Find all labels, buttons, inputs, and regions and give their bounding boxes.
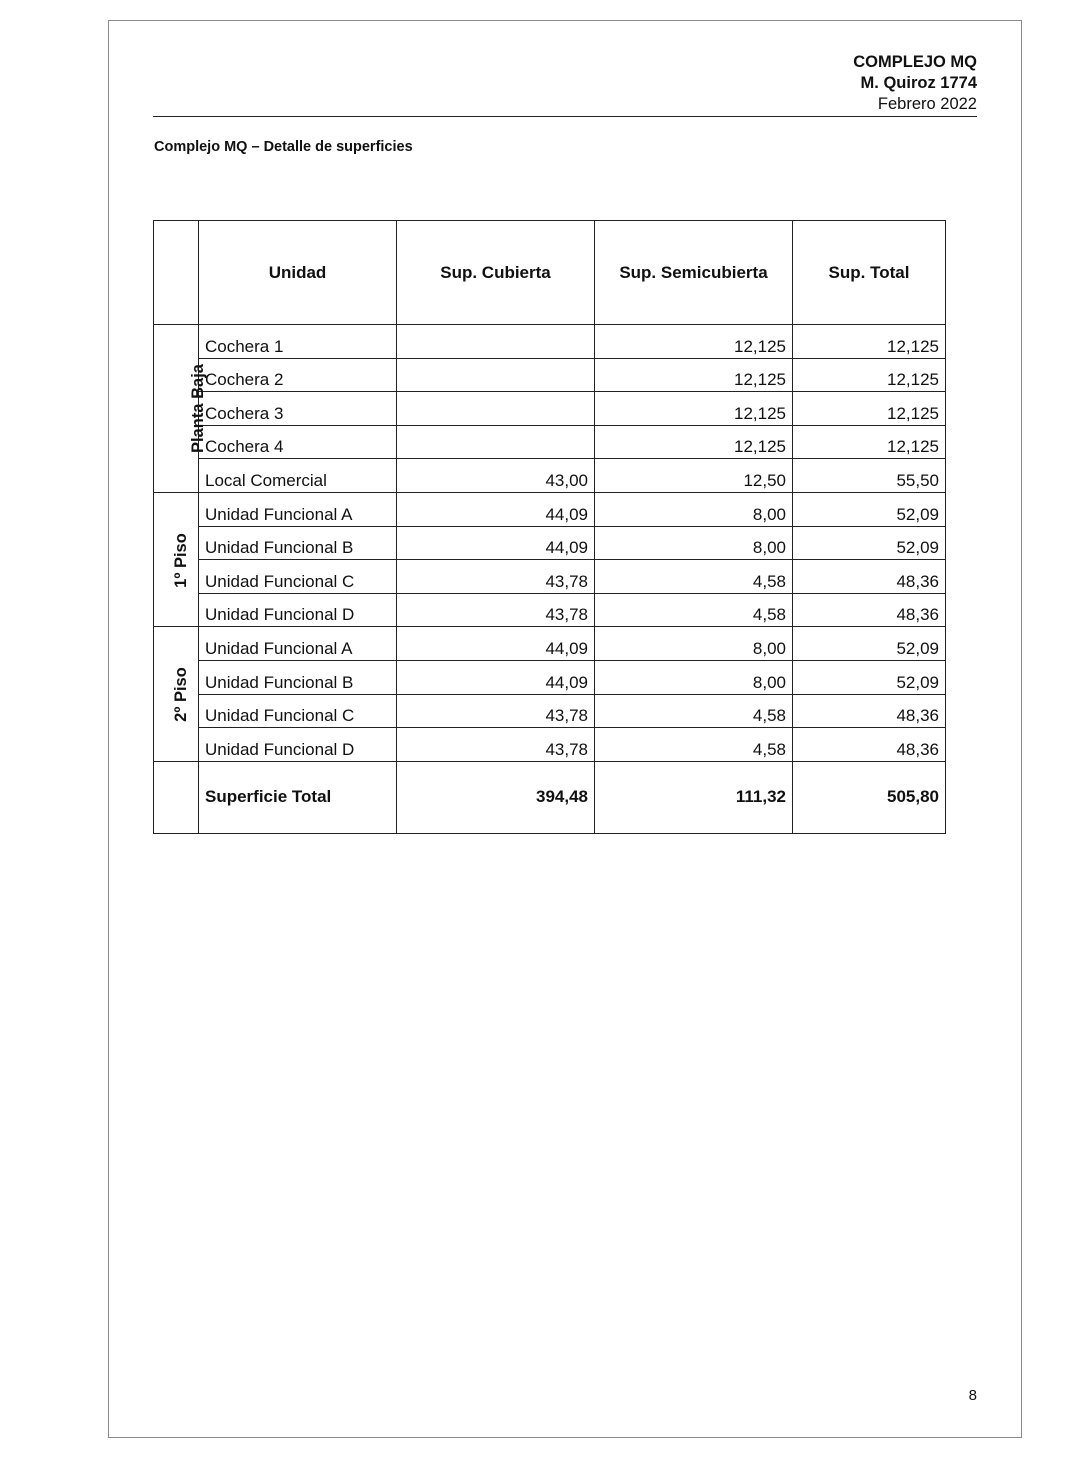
- table-row: [154, 627, 946, 661]
- total-cubierta: 394,48: [397, 761, 595, 833]
- table-row: [154, 560, 946, 594]
- document-page: [108, 20, 1022, 1438]
- group-label-cell: [154, 492, 199, 626]
- header-group-cell: [154, 221, 199, 325]
- cell-semicubierta: 4,58: [595, 694, 793, 728]
- cell-unidad: Unidad Funcional C: [199, 694, 397, 728]
- column-header-cubierta: Sup. Cubierta: [397, 221, 595, 325]
- cell-unidad: Cochera 3: [199, 392, 397, 426]
- cell-total: 48,36: [793, 694, 946, 728]
- table-row: [154, 358, 946, 392]
- cell-unidad: Unidad Funcional C: [199, 560, 397, 594]
- column-header-semicubierta: Sup. Semicubierta: [595, 221, 793, 325]
- cell-semicubierta: 8,00: [595, 526, 793, 560]
- total-total: 505,80: [793, 761, 946, 833]
- cell-unidad: Local Comercial: [199, 459, 397, 493]
- cell-semicubierta: 8,00: [595, 627, 793, 661]
- group-label: 2º Piso: [171, 667, 190, 722]
- cell-total: 12,125: [793, 392, 946, 426]
- cell-semicubierta: 8,00: [595, 492, 793, 526]
- date: Febrero 2022: [877, 95, 977, 113]
- surface-table: [153, 220, 946, 834]
- cell-total: 48,36: [793, 728, 946, 762]
- table-row: [154, 325, 946, 359]
- cell-total: 12,125: [793, 325, 946, 359]
- table-row: [154, 392, 946, 426]
- cell-semicubierta: 12,125: [595, 358, 793, 392]
- total-group-cell: [154, 761, 199, 833]
- cell-semicubierta: 12,50: [595, 459, 793, 493]
- cell-unidad: Unidad Funcional A: [199, 627, 397, 661]
- table-row: [154, 492, 946, 526]
- cell-cubierta: [397, 425, 595, 459]
- cell-total: 12,125: [793, 425, 946, 459]
- page-number: 8: [968, 1387, 977, 1404]
- cell-cubierta: 43,78: [397, 728, 595, 762]
- cell-unidad: Unidad Funcional D: [199, 593, 397, 627]
- group-label-cell: [154, 325, 207, 493]
- cell-cubierta: 44,09: [397, 627, 595, 661]
- cell-cubierta: 43,78: [397, 560, 595, 594]
- table-body: [154, 325, 946, 834]
- cell-unidad: Cochera 1: [199, 325, 397, 359]
- cell-total: 48,36: [793, 560, 946, 594]
- table-row: [154, 660, 946, 694]
- cell-cubierta: [397, 358, 595, 392]
- page-header: [853, 52, 977, 115]
- cell-unidad: Unidad Funcional B: [199, 660, 397, 694]
- cell-total: 52,09: [793, 627, 946, 661]
- header-rule: [153, 116, 977, 117]
- table-row: [154, 593, 946, 627]
- document-title: Complejo MQ – Detalle de superficies: [154, 139, 413, 155]
- table-row: [154, 728, 946, 762]
- cell-total: 52,09: [793, 660, 946, 694]
- table-row: [154, 459, 946, 493]
- total-semicubierta: 111,32: [595, 761, 793, 833]
- cell-total: 52,09: [793, 492, 946, 526]
- cell-cubierta: 44,09: [397, 526, 595, 560]
- cell-total: 52,09: [793, 526, 946, 560]
- cell-total: 48,36: [793, 593, 946, 627]
- cell-semicubierta: 4,58: [595, 593, 793, 627]
- table-row: [154, 526, 946, 560]
- cell-cubierta: 43,00: [397, 459, 595, 493]
- cell-semicubierta: 4,58: [595, 728, 793, 762]
- total-row: [154, 761, 946, 833]
- table-row: [154, 694, 946, 728]
- group-label: Planta Baja: [188, 364, 207, 454]
- cell-semicubierta: 8,00: [595, 660, 793, 694]
- cell-total: 55,50: [793, 459, 946, 493]
- company-name: COMPLEJO MQ: [853, 53, 977, 71]
- cell-cubierta: [397, 392, 595, 426]
- total-label: Superficie Total: [199, 761, 397, 833]
- table-row: [154, 425, 946, 459]
- cell-cubierta: 44,09: [397, 660, 595, 694]
- cell-unidad: Unidad Funcional A: [199, 492, 397, 526]
- address: M. Quiroz 1774: [860, 74, 977, 92]
- cell-cubierta: 43,78: [397, 593, 595, 627]
- cell-cubierta: 43,78: [397, 694, 595, 728]
- column-header-total: Sup. Total: [793, 221, 946, 325]
- group-label: 1º Piso: [171, 532, 190, 588]
- cell-semicubierta: 12,125: [595, 392, 793, 426]
- column-header-unidad: Unidad: [199, 221, 397, 325]
- cell-semicubierta: 12,125: [595, 425, 793, 459]
- cell-unidad: Unidad Funcional B: [199, 526, 397, 560]
- cell-unidad: Unidad Funcional D: [199, 728, 397, 762]
- cell-cubierta: 44,09: [397, 492, 595, 526]
- cell-unidad: Cochera 4: [199, 425, 397, 459]
- table-header-row: [154, 221, 946, 325]
- cell-total: 12,125: [793, 358, 946, 392]
- cell-semicubierta: 4,58: [595, 560, 793, 594]
- group-label-cell: [154, 627, 199, 761]
- cell-unidad: Cochera 2: [199, 358, 397, 392]
- cell-semicubierta: 12,125: [595, 325, 793, 359]
- cell-cubierta: [397, 325, 595, 359]
